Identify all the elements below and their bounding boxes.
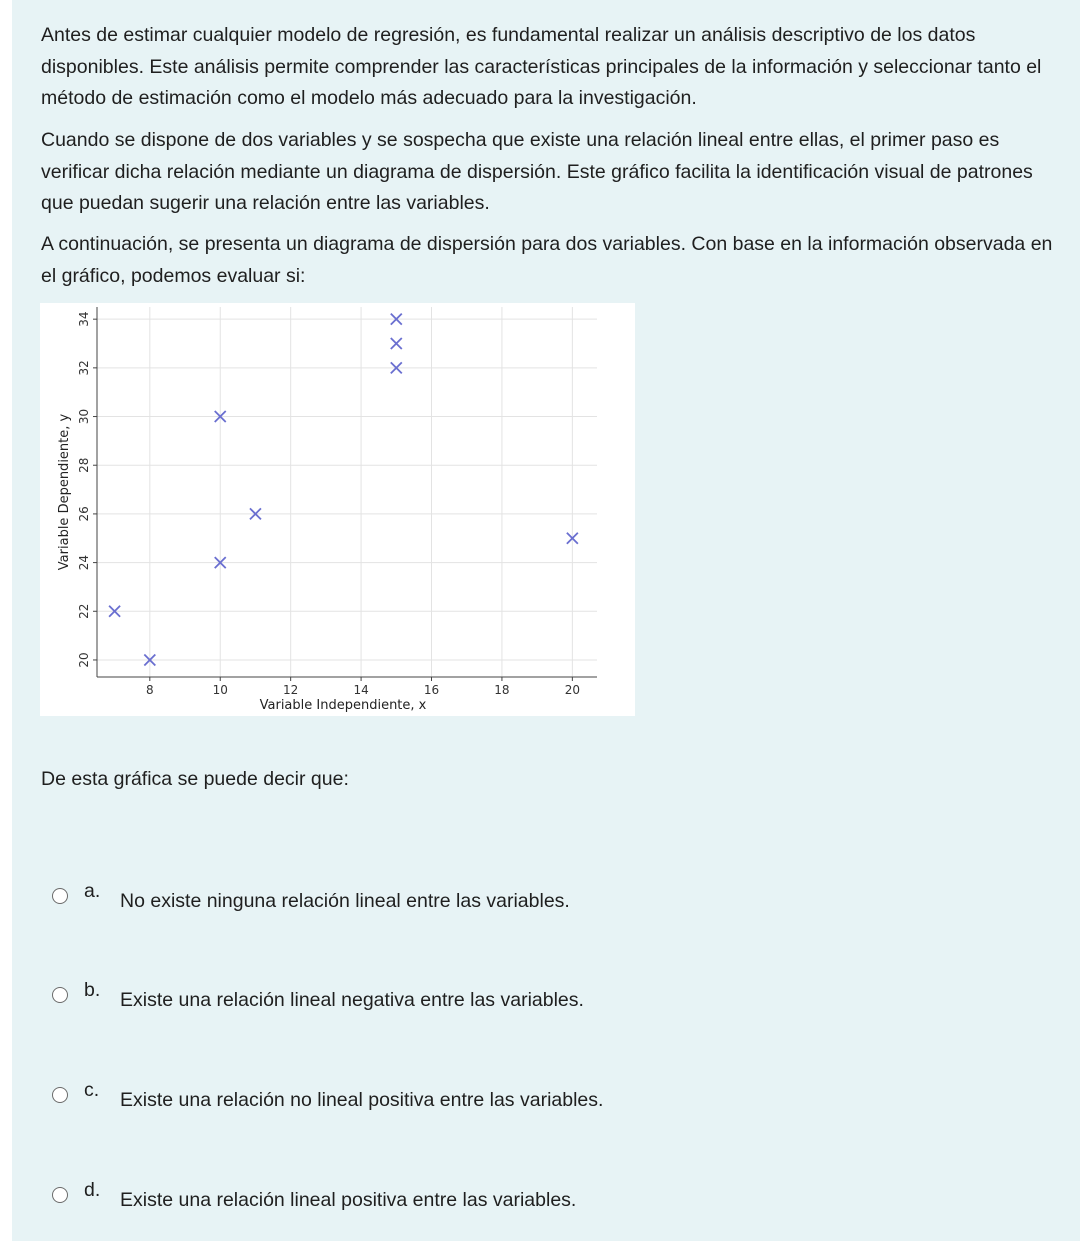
radio-button-d[interactable]: [52, 1187, 68, 1203]
x-tick-label: 14: [353, 683, 369, 697]
option-b-text[interactable]: Existe una relación lineal negativa entre las variables.: [120, 989, 584, 1011]
option-a-letter: a.: [84, 880, 101, 902]
x-tick-label: 18: [494, 683, 510, 697]
x-tick-label: 10: [212, 683, 228, 697]
chart-ticks: [77, 312, 580, 697]
option-b[interactable]: [0, 979, 1080, 1047]
y-tick-label: 24: [77, 554, 91, 571]
option-a-text[interactable]: No existe ninguna relación lineal entre las variables.: [120, 890, 570, 912]
option-c-text[interactable]: Existe una relación no lineal positiva entre las variables.: [120, 1089, 604, 1111]
y-tick-label: 34: [77, 311, 91, 327]
option-d-letter: d.: [84, 1179, 101, 1201]
chart-axes: [97, 307, 597, 677]
x-tick-label: 20: [564, 683, 580, 697]
scatter-chart-svg: [40, 303, 635, 716]
option-b-letter: b.: [84, 979, 101, 1001]
chart-grid: [97, 307, 597, 677]
y-tick-label: 28: [77, 457, 91, 473]
radio-button-b[interactable]: [52, 987, 68, 1003]
option-d-text[interactable]: Existe una relación lineal positiva entre las variables.: [120, 1189, 577, 1211]
x-axis-title: Variable Independiente, x: [259, 698, 427, 713]
option-d[interactable]: [0, 1179, 1080, 1247]
intro-paragraph-3: A continuación, se presenta un diagrama de dispersión para dos variables. Con base en la información observada en el gráfico, podemos evaluar si:: [41, 233, 1053, 287]
radio-button-c[interactable]: [52, 1087, 68, 1103]
x-tick-label: 12: [283, 683, 299, 697]
data-point: [391, 338, 402, 349]
option-c[interactable]: [0, 1079, 1080, 1147]
chart-points: [109, 314, 578, 666]
radio-button-a[interactable]: [52, 888, 68, 904]
option-c-letter: c.: [84, 1079, 100, 1101]
y-tick-label: 20: [77, 652, 91, 668]
intro-paragraph-2: Cuando se dispone de dos variables y se sospecha que existe una relación lineal entre ellas, el primer paso es verificar dicha relación mediante un diagrama de dispersión. Este gráfico facilita la identificación visual de patrones que puedan sugerir una relación entre las variables.: [41, 129, 1033, 214]
intro-paragraph-1: Antes de estimar cualquier modelo de regresión, es fundamental realizar un análisis descriptivo de los datos disponibles. Este análisis permite comprender las características principales de la información y seleccionar tanto el método de estimación como el modelo más adecuado para la investigación.: [41, 24, 1042, 109]
y-tick-label: 32: [77, 360, 91, 376]
option-a[interactable]: [0, 880, 1080, 948]
y-tick-label: 22: [77, 603, 91, 619]
question-text: De esta gráfica se puede decir que:: [41, 768, 349, 790]
x-tick-label: 8: [145, 683, 154, 697]
y-axis-title: Variable Dependiente, y: [57, 413, 72, 571]
x-tick-label: 16: [423, 683, 440, 697]
y-tick-label: 26: [77, 506, 91, 522]
y-tick-label: 30: [77, 408, 91, 425]
scatter-chart: [40, 303, 635, 716]
